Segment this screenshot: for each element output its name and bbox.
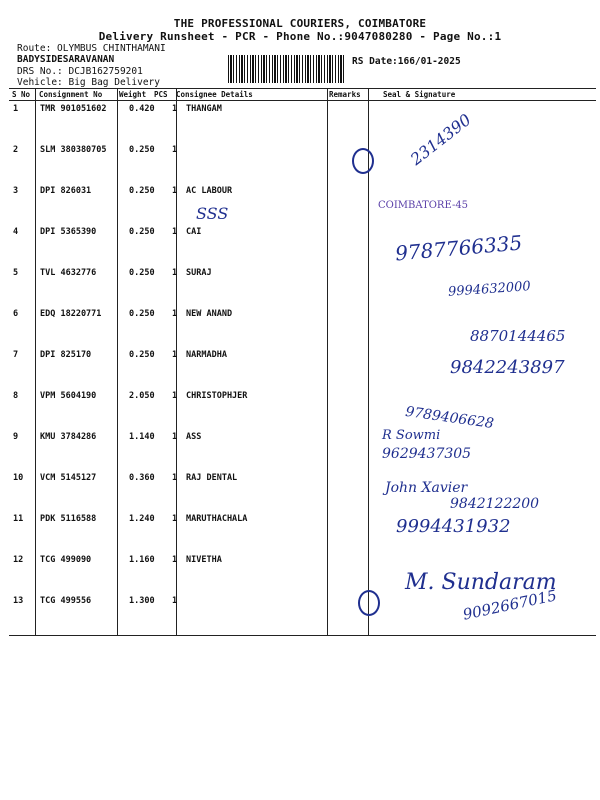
row-sno: 2 xyxy=(13,145,19,155)
row-consignee: CHRISTOPHJER xyxy=(186,391,248,401)
table-row xyxy=(9,100,596,141)
row-pcs: 1 xyxy=(172,432,178,442)
barcode xyxy=(228,55,346,83)
row-sno: 4 xyxy=(13,227,19,237)
staff-text: BADYSIDESARAVANAN xyxy=(17,54,115,65)
row-sno: 11 xyxy=(13,514,24,524)
row-consignment: TCG 499090 xyxy=(40,555,92,565)
row-consignment: PDK 5116588 xyxy=(40,514,97,524)
stamp-r3: COIMBATORE-45 xyxy=(378,200,469,211)
row-consignment: VCM 5145127 xyxy=(40,473,97,483)
row-weight: 0.250 xyxy=(129,145,155,155)
handwriting-r5: 9994632000 xyxy=(447,279,532,300)
table-row xyxy=(9,428,596,469)
drs-number: DRS No.: DCJB162759201 xyxy=(17,66,143,77)
row-sno: 6 xyxy=(13,309,19,319)
runsheet-title: Delivery Runsheet - PCR - Phone No.:9047080280 - Page No.:1 xyxy=(98,30,502,43)
row-consignee: MARUTHACHALA xyxy=(186,514,248,524)
row-pcs: 1 xyxy=(172,596,178,606)
row-consignee: AC LABOUR xyxy=(186,186,233,196)
handwriting-r2: 2314390 xyxy=(406,110,475,169)
row-sno: 13 xyxy=(13,596,24,606)
row-sno: 5 xyxy=(13,268,19,278)
row-consignee: NARMADHA xyxy=(186,350,227,360)
handwriting-r10: 9842122200 xyxy=(450,496,540,512)
col-sno: S No xyxy=(12,90,31,99)
handwriting-r11: 9994431932 xyxy=(396,516,511,537)
remark-circle-2 xyxy=(352,148,374,174)
row-weight: 1.160 xyxy=(129,555,155,565)
row-consignee: NEW ANAND xyxy=(186,309,233,319)
row-pcs: 1 xyxy=(172,350,178,360)
handwriting-r7: 9842243897 xyxy=(450,357,565,378)
col-consignment: Consignment No xyxy=(39,90,103,99)
row-consignment: VPM 5604190 xyxy=(40,391,97,401)
row-pcs: 1 xyxy=(172,268,178,278)
row-consignment: DPI 5365390 xyxy=(40,227,97,237)
row-pcs: 1 xyxy=(172,145,178,155)
col-seal: Seal & Signature xyxy=(383,90,456,99)
row-consignee: NIVETHA xyxy=(186,555,222,565)
remark-circle-13 xyxy=(358,590,380,616)
row-weight: 1.300 xyxy=(129,596,155,606)
row-weight: 0.250 xyxy=(129,268,155,278)
row-pcs: 1 xyxy=(172,514,178,524)
row-pcs: 1 xyxy=(172,227,178,237)
row-consignment: KMU 3784286 xyxy=(40,432,97,442)
handwriting-r4: 9787766335 xyxy=(394,230,524,266)
row-consignment: DPI 826031 xyxy=(40,186,92,196)
page-title: THE PROFESSIONAL COURIERS, COIMBATORE xyxy=(173,17,427,30)
signature-r13: M. Sundaram xyxy=(405,570,557,595)
row-weight: 1.240 xyxy=(129,514,155,524)
row-consignee: CAI xyxy=(186,227,202,237)
row-weight: 0.250 xyxy=(129,350,155,360)
row-sno: 12 xyxy=(13,555,24,565)
row-pcs: 1 xyxy=(172,555,178,565)
row-weight: 0.250 xyxy=(129,227,155,237)
row-consignee: RAJ DENTAL xyxy=(186,473,238,483)
row-pcs: 1 xyxy=(172,391,178,401)
handwriting-r9: 9629437305 xyxy=(382,446,472,462)
row-sno: 9 xyxy=(13,432,19,442)
row-consignment: TVL 4632776 xyxy=(40,268,97,278)
col-remarks: Remarks xyxy=(329,90,361,99)
row-consignment: TCG 499556 xyxy=(40,596,92,606)
table-row xyxy=(9,387,596,428)
row-sno: 10 xyxy=(13,473,24,483)
handwriting-r10-name: John Xavier xyxy=(385,480,468,496)
col-weight: Weight xyxy=(119,90,147,99)
row-weight: 0.250 xyxy=(129,186,155,196)
handwriting-r9-name: R Sowmi xyxy=(382,428,441,443)
row-consignment: TMR 901051602 xyxy=(40,104,107,114)
row-consignee: SURAJ xyxy=(186,268,212,278)
row-weight: 0.360 xyxy=(129,473,155,483)
rs-date: RS Date:166/01-2025 xyxy=(352,56,461,67)
row-pcs: 1 xyxy=(172,104,178,114)
row-consignee: THANGAM xyxy=(186,104,222,114)
handwriting-r6: 8870144465 xyxy=(470,327,566,345)
row-weight: 1.140 xyxy=(129,432,155,442)
handwriting-r13: 9092667015 xyxy=(461,586,559,624)
col-consignee: Consignee Details xyxy=(176,90,253,99)
table-row xyxy=(9,182,596,223)
row-consignment: SLM 380380705 xyxy=(40,145,107,155)
row-sno: 7 xyxy=(13,350,19,360)
row-pcs: 1 xyxy=(172,186,178,196)
row-weight: 2.050 xyxy=(129,391,155,401)
handwriting-r8: 9789406628 xyxy=(404,403,495,433)
note-r3: SSS xyxy=(196,204,229,223)
table-row xyxy=(9,141,596,182)
vehicle-text: Vehicle: Big Bag Delivery xyxy=(17,77,160,88)
row-consignment: EDQ 18220771 xyxy=(40,309,102,319)
row-sno: 8 xyxy=(13,391,19,401)
col-pcs: PCS xyxy=(154,90,168,99)
row-pcs: 1 xyxy=(172,473,178,483)
row-consignee: ASS xyxy=(186,432,202,442)
row-sno: 3 xyxy=(13,186,19,196)
route-text: Route: OLYMBUS CHINTHAMANI xyxy=(17,43,166,54)
row-consignment: DPI 825170 xyxy=(40,350,92,360)
row-weight: 0.250 xyxy=(129,309,155,319)
row-weight: 0.420 xyxy=(129,104,155,114)
row-pcs: 1 xyxy=(172,309,178,319)
row-sno: 1 xyxy=(13,104,19,114)
